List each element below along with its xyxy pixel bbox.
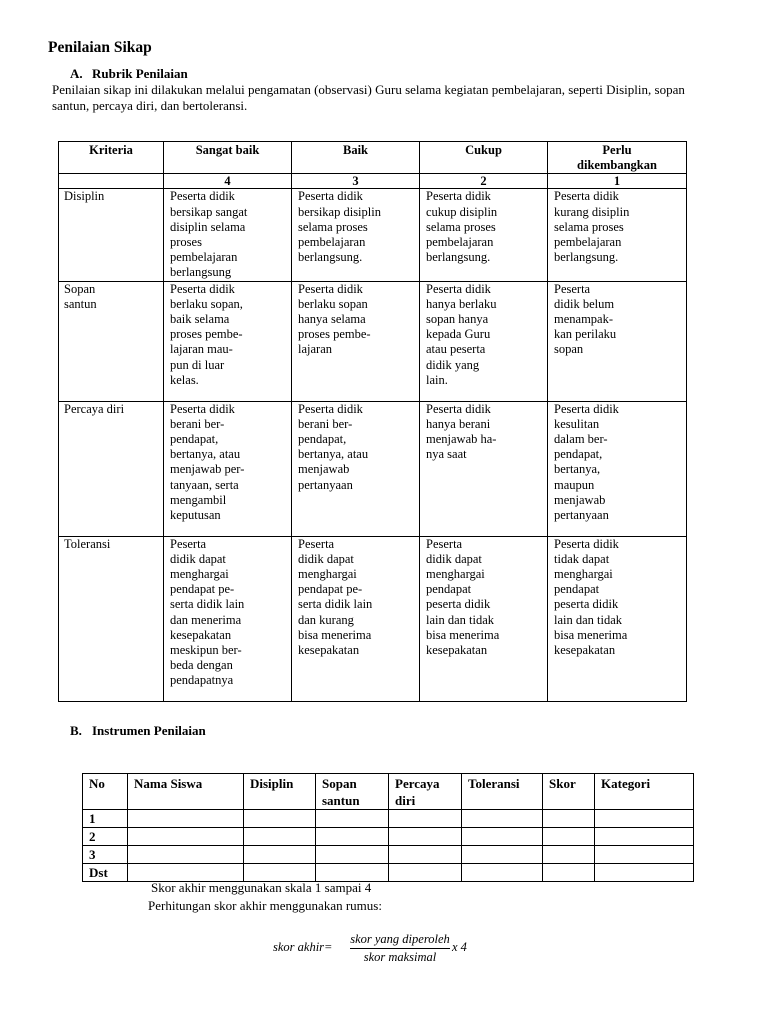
rubric-score-cell: 3 [292, 174, 420, 189]
formula-denominator: skor maksimal [363, 950, 437, 964]
instrument-header-cell: Nama Siswa [128, 774, 244, 810]
instrument-cell[interactable] [389, 864, 462, 882]
rubric-row-toleransi [59, 536, 687, 701]
instrument-cell[interactable] [543, 810, 595, 828]
instrument-cell[interactable] [462, 810, 543, 828]
rubric-score-cell: 2 [420, 174, 548, 189]
instrument-header-cell: Percaya diri [389, 774, 462, 810]
instrument-cell[interactable] [389, 846, 462, 864]
rubric-score-cell [59, 174, 164, 189]
instrument-cell[interactable] [128, 828, 244, 846]
instrument-cell[interactable] [595, 810, 694, 828]
rubric-header-cell: Cukup [420, 142, 548, 174]
section-a-title: Rubrik Penilaian [92, 66, 188, 81]
rubric-desc: Peserta didik belum menampak- kan perilaku sopan [548, 281, 687, 401]
section-b-heading [70, 723, 206, 739]
formula-intro: Perhitungan skor akhir menggunakan rumus: [148, 898, 382, 913]
intro-paragraph: Penilaian sikap ini dilakukan melalui pengamatan (observasi) Guru selama kegiatan pembelajaran, seperti Disiplin, sopan santun, percaya diri, dan bertoleransi. [52, 82, 685, 113]
instrument-row [83, 810, 694, 828]
instrument-row [83, 864, 694, 882]
section-b-title: Instrumen Penilaian [92, 723, 206, 738]
rubric-desc: Peserta didik berlaku sopan hanya selama proses pembe- lajaran [292, 281, 420, 401]
rubric-desc: Peserta didik dapat menghargai pendapat peserta didik lain dan tidak bisa menerima kesepakatan [420, 536, 548, 701]
instrument-cell[interactable] [244, 828, 316, 846]
rubric-table [58, 141, 687, 702]
section-a-heading [70, 66, 188, 82]
instrument-cell[interactable] [389, 828, 462, 846]
instrument-header-cell: Disiplin [244, 774, 316, 810]
instrument-header-cell: Skor [543, 774, 595, 810]
instrument-cell[interactable] [128, 810, 244, 828]
rubric-header-cell: Baik [292, 142, 420, 174]
instrument-cell[interactable] [316, 846, 389, 864]
rubric-desc: Peserta didik bersikap disiplin selama proses pembelajaran berlangsung. [292, 189, 420, 281]
rubric-desc: Peserta didik tidak dapat menghargai pendapat peserta didik lain dan tidak bisa menerima kesepakatan [548, 536, 687, 701]
instrument-row [83, 846, 694, 864]
rubric-score-cell: 1 [548, 174, 687, 189]
formula-rhs: x 4 [452, 940, 467, 954]
instrument-row-number: 2 [83, 828, 128, 846]
instrument-cell[interactable] [244, 810, 316, 828]
rubric-criteria: Sopan santun [59, 281, 164, 401]
instrument-row-number: Dst [83, 864, 128, 882]
instrument-header-cell: Sopan santun [316, 774, 389, 810]
rubric-desc: Peserta didik dapat menghargai pendapat pe- serta didik lain dan menerima kesepakatan meskipun ber- beda dengan pendapatnya [164, 536, 292, 701]
rubric-criteria: Disiplin [59, 189, 164, 281]
instrument-row-number: 3 [83, 846, 128, 864]
rubric-row-sopan-santun [59, 281, 687, 401]
instrument-table [82, 773, 694, 882]
instrument-cell[interactable] [316, 810, 389, 828]
instrument-header-cell: No [83, 774, 128, 810]
formula-fraction [350, 932, 450, 965]
instrument-row [83, 828, 694, 846]
instrument-cell[interactable] [595, 846, 694, 864]
instrument-cell[interactable] [244, 846, 316, 864]
rubric-row-percaya-diri [59, 401, 687, 536]
instrument-row-number: 1 [83, 810, 128, 828]
instrument-cell[interactable] [128, 846, 244, 864]
rubric-score-cell: 4 [164, 174, 292, 189]
instrument-cell[interactable] [128, 864, 244, 882]
rubric-header-cell: Kriteria [59, 142, 164, 174]
rubric-desc: Peserta didik berani ber- pendapat, bertanya, atau menjawab per- tanyaan, serta mengambil keputusan [164, 401, 292, 536]
instrument-cell[interactable] [316, 864, 389, 882]
rubric-desc: Peserta didik bersikap sangat disiplin selama proses pembelajaran berlangsung [164, 189, 292, 281]
rubric-desc: Peserta didik hanya berlaku sopan hanya kepada Guru atau peserta didik yang lain. [420, 281, 548, 401]
instrument-cell[interactable] [316, 828, 389, 846]
rubric-score-row [59, 174, 687, 189]
rubric-desc: Peserta didik berani ber- pendapat, bertanya, atau menjawab pertanyaan [292, 401, 420, 536]
instrument-cell[interactable] [543, 828, 595, 846]
instrument-cell[interactable] [244, 864, 316, 882]
instrument-cell[interactable] [543, 864, 595, 882]
instrument-header-cell: Kategori [595, 774, 694, 810]
scale-note: Skor akhir menggunakan skala 1 sampai 4 [151, 880, 372, 895]
rubric-header-row [59, 142, 687, 174]
instrument-header-row [83, 774, 694, 810]
formula-numerator: skor yang diperoleh [350, 932, 450, 949]
rubric-desc: Peserta didik berlaku sopan, baik selama proses pembe- lajaran mau- pun di luar kelas. [164, 281, 292, 401]
instrument-cell[interactable] [543, 846, 595, 864]
rubric-header-cell: Sangat baik [164, 142, 292, 174]
page-title: Penilaian Sikap [48, 39, 152, 56]
rubric-desc: Peserta didik kurang disiplin selama proses pembelajaran berlangsung. [548, 189, 687, 281]
rubric-criteria: Percaya diri [59, 401, 164, 536]
instrument-cell[interactable] [462, 846, 543, 864]
instrument-cell[interactable] [389, 810, 462, 828]
instrument-cell[interactable] [595, 864, 694, 882]
rubric-desc: Peserta didik hanya berani menjawab ha- nya saat [420, 401, 548, 536]
rubric-desc: Peserta didik kesulitan dalam ber- pendapat, bertanya, maupun menjawab pertanyaan [548, 401, 687, 536]
rubric-header-cell: Perlu dikembangkan [548, 142, 687, 174]
rubric-desc: Peserta didik cukup disiplin selama proses pembelajaran berlangsung. [420, 189, 548, 281]
section-a-number: A. [70, 66, 83, 81]
instrument-cell[interactable] [595, 828, 694, 846]
formula-lhs: skor akhir= [273, 940, 333, 954]
rubric-desc: Peserta didik dapat menghargai pendapat pe- serta didik lain dan kurang bisa menerima kesepakatan [292, 536, 420, 701]
rubric-criteria: Toleransi [59, 536, 164, 701]
section-b-number: B. [70, 723, 82, 738]
instrument-header-cell: Toleransi [462, 774, 543, 810]
instrument-cell[interactable] [462, 864, 543, 882]
instrument-cell[interactable] [462, 828, 543, 846]
rubric-row-disiplin [59, 189, 687, 281]
